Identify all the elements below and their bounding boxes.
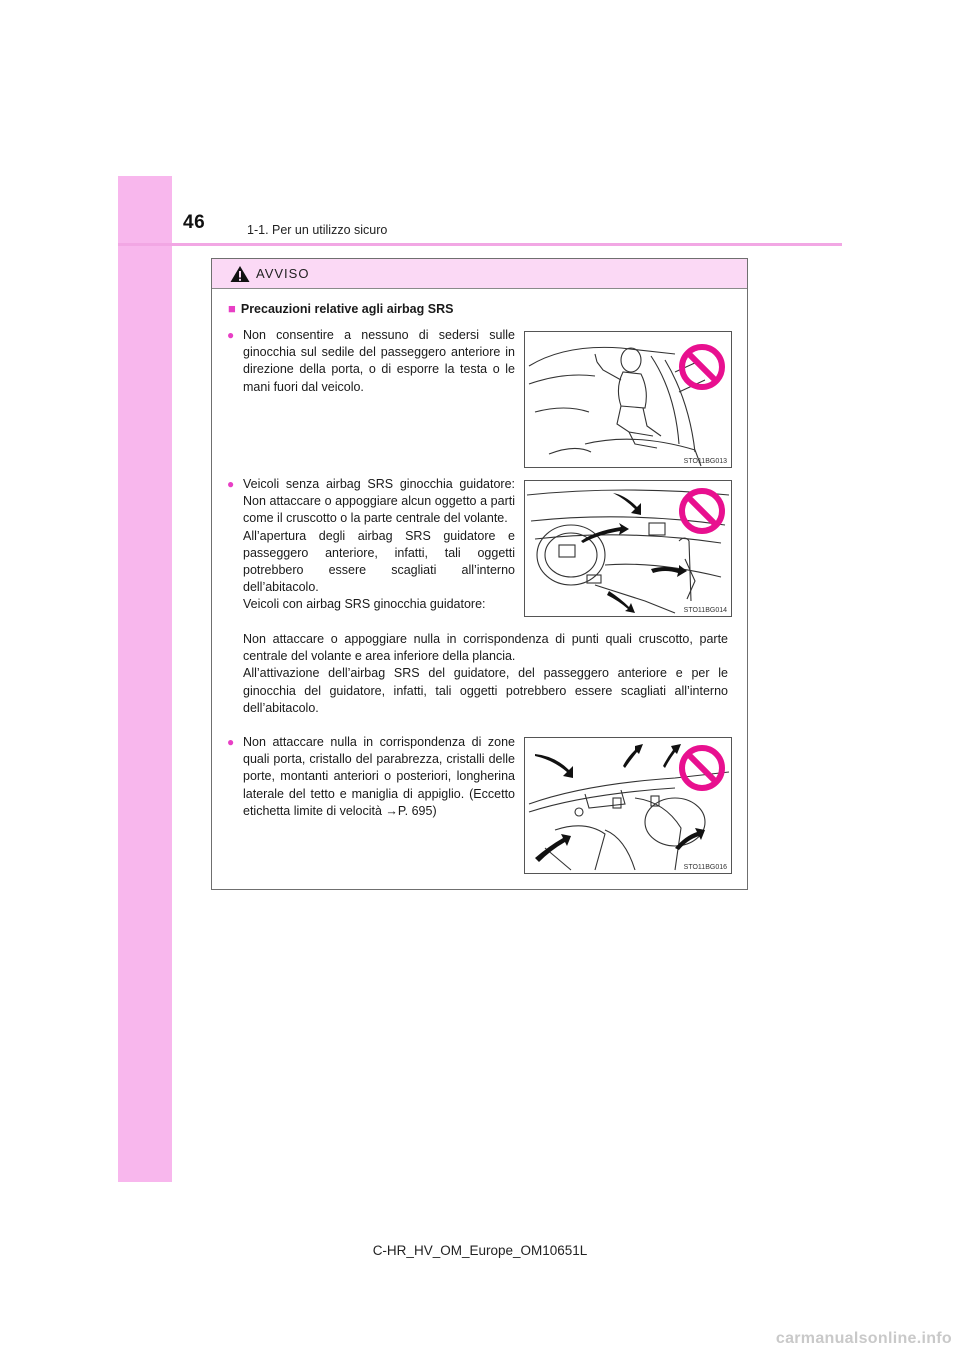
prohibition-icon: [678, 487, 726, 535]
item-text: Non attaccare nulla in corrispondenza di zone quali porta, cristallo del parabrezza, cristalli delle porte, montanti anteriori o posteriori, longherina laterale del tetto e maniglia di appiglio. (Eccetto etichetta limite di velocità →P. 695): [243, 735, 515, 818]
page-number: 46: [183, 212, 206, 233]
figure-kneeling-passenger: [524, 331, 732, 468]
figure-code: STO11BG013: [683, 458, 727, 465]
figure-cabin-interior: [524, 737, 732, 874]
warning-box: [211, 258, 748, 890]
warning-item-1: [227, 327, 515, 396]
prohibition-icon: [678, 343, 726, 391]
warning-triangle-icon: [230, 265, 250, 283]
item-text: All’attivazione dell’airbag SRS del guidatore, del passeggero anteriore e per le ginocchia del guidatore, infatti, tali oggetti potrebbero essere scagliati all’interno dell’abitacolo.: [243, 666, 728, 715]
figure-dashboard-objects: [524, 480, 732, 617]
header-rule: [118, 243, 842, 246]
footer-doc-code: C-HR_HV_OM_Europe_OM10651L: [372, 1243, 588, 1258]
warning-title: AVVISO: [256, 266, 310, 281]
circle-bullet-icon: ●: [227, 735, 235, 749]
item-text: All’apertura degli airbag SRS guidatore e passeggero anteriore, infatti, tali oggetti potrebbero essere scagliati all’interno dell’abitacolo.: [243, 528, 515, 595]
section-title: 1-1. Per un utilizzo sicuro: [247, 223, 388, 237]
warning-header: [212, 259, 747, 289]
circle-bullet-icon: ●: [227, 328, 235, 342]
circle-bullet-icon: ●: [227, 477, 235, 491]
watermark: carmanualsonline.info: [775, 1330, 952, 1347]
figure-code: STO11BG016: [683, 864, 727, 871]
item-text: Non attaccare o appoggiare nulla in corrispondenza di punti quali cruscotto, parte centrale del volante e area inferiore della plancia.: [243, 632, 728, 664]
item-text: Veicoli senza airbag SRS ginocchia guidatore: Non attaccare o appoggiare alcun oggetto a parti come il cruscotto o la parte centrale del volante.: [243, 477, 515, 526]
subsection-title: Precauzioni relative agli airbag SRS: [240, 302, 454, 316]
subsection-heading: [228, 301, 453, 316]
item-text: Non consentire a nessuno di sedersi sulle ginocchia sul sedile del passeggero anteriore in direzione della porta, o di esporre la testa o le mani fuori dal veicolo.: [243, 328, 515, 394]
side-tab: [118, 176, 172, 1182]
figure-code: STO11BG014: [683, 607, 727, 614]
warning-item-2: [227, 476, 515, 614]
item-text: Veicoli con airbag SRS ginocchia guidatore:: [243, 597, 486, 612]
prohibition-icon: [678, 744, 726, 792]
warning-item-3: [227, 734, 515, 820]
warning-item-2-continued: [243, 631, 728, 717]
square-marker-icon: ■: [228, 301, 236, 316]
